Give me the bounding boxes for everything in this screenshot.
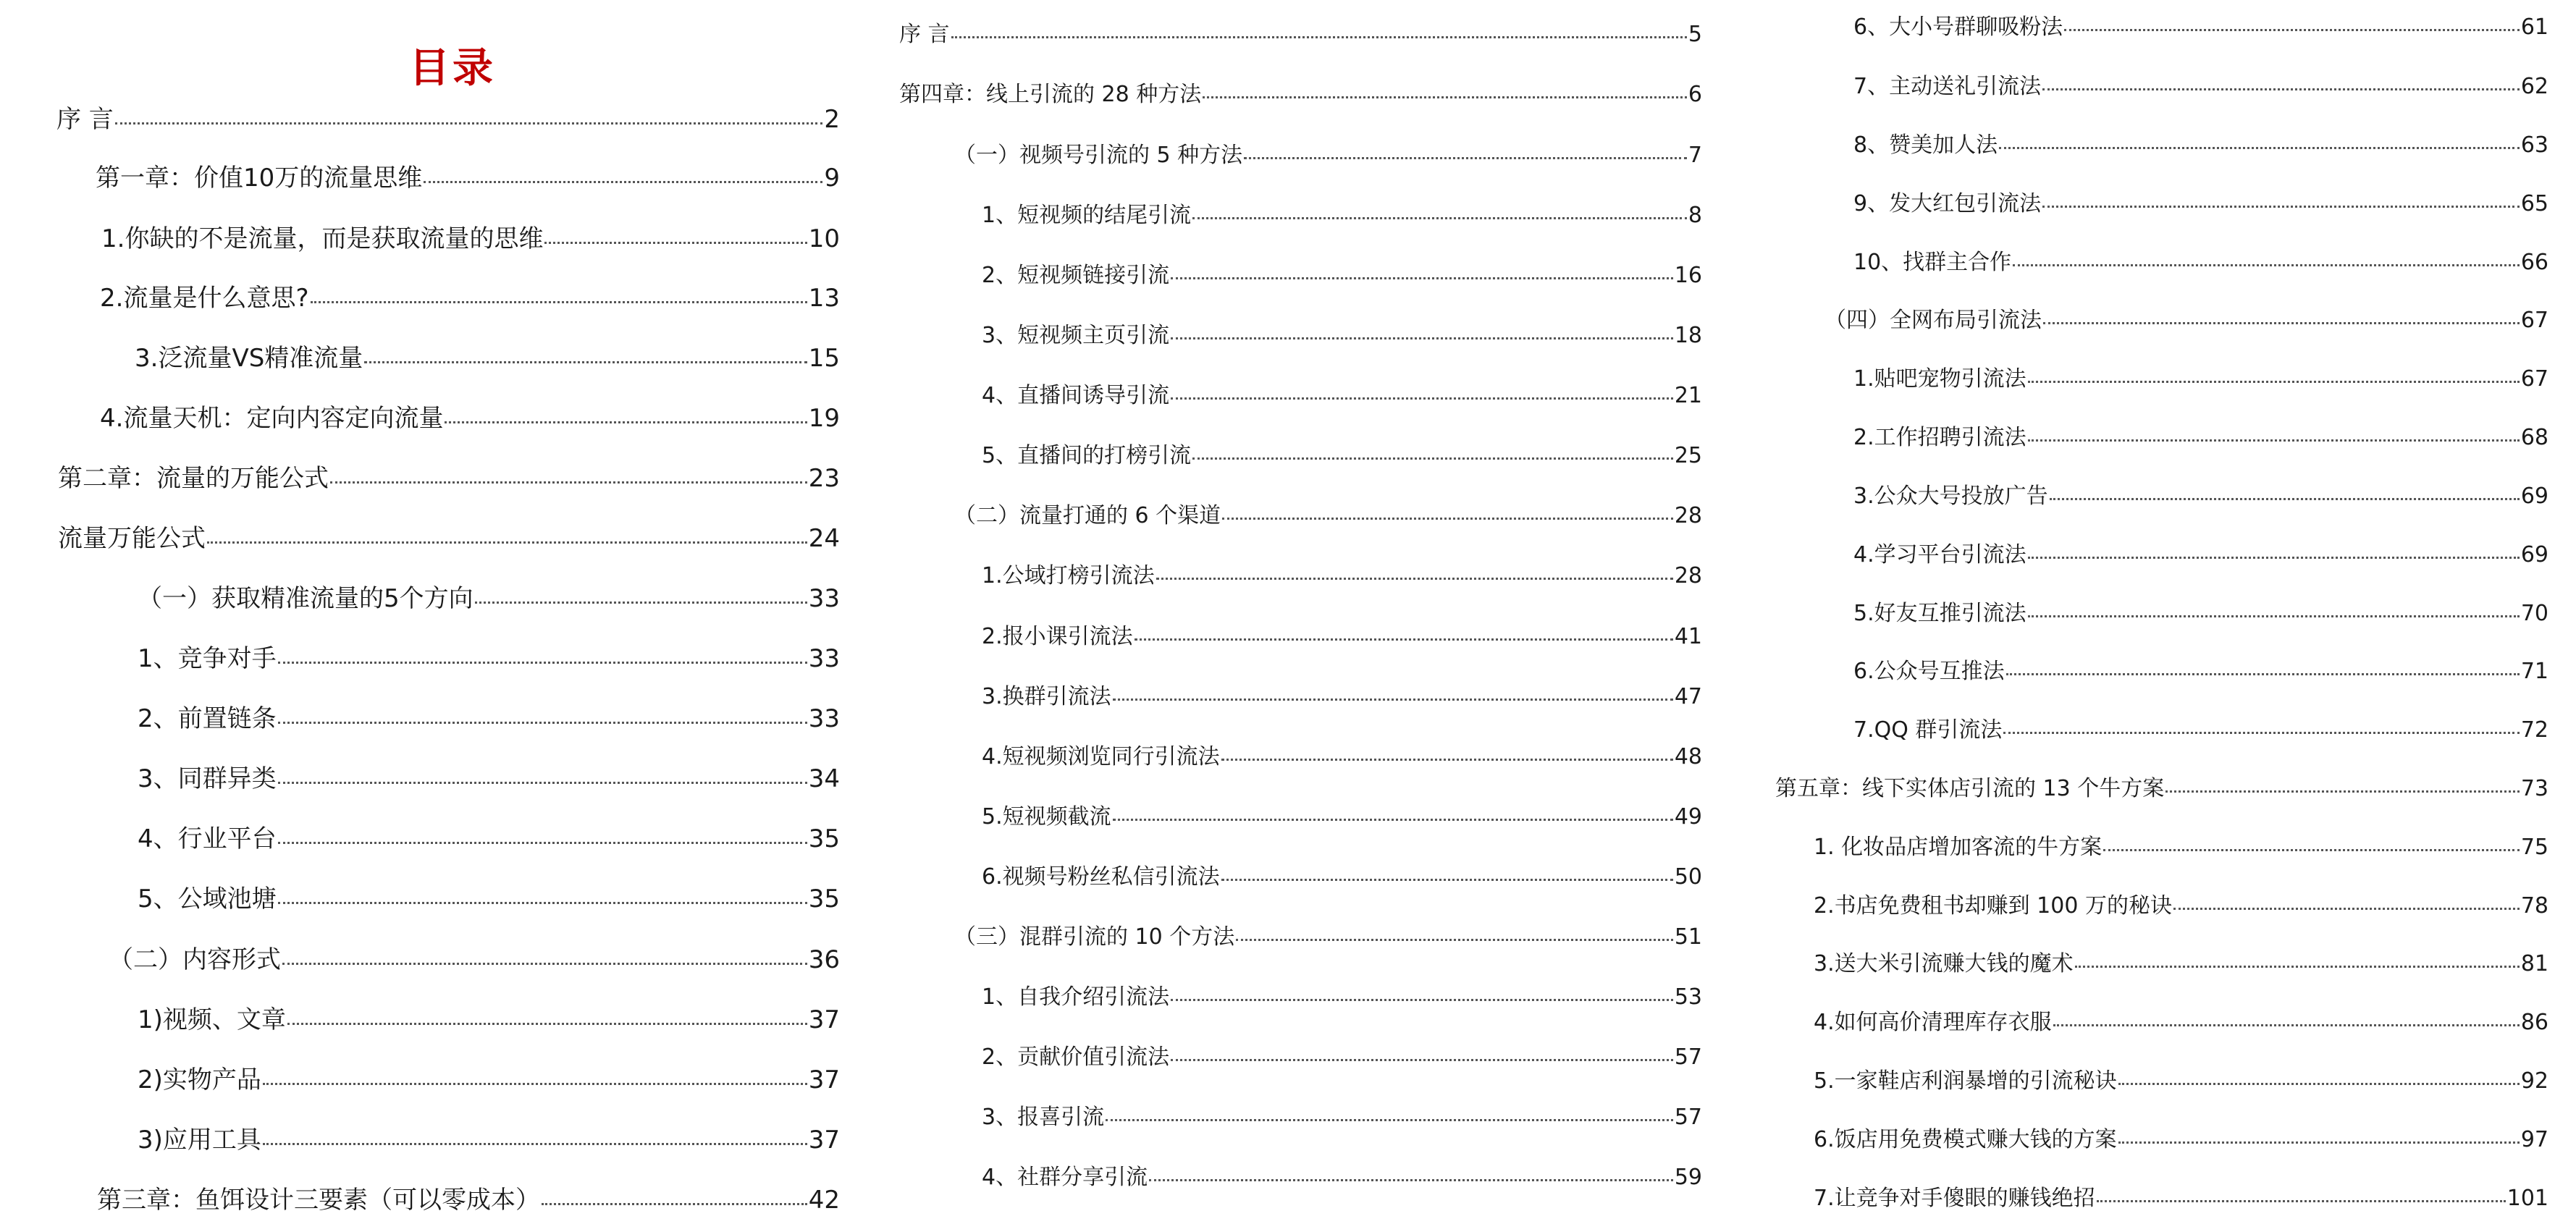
toc-entry-label: 7、主动送礼引流法 [1853, 74, 2042, 99]
toc-entry-label: 4、社群分享引流 [982, 1165, 1148, 1190]
toc-entry-label: 序 言 [899, 22, 950, 47]
toc-entry-page-number: 36 [808, 945, 840, 974]
toc-dot-leader [263, 1143, 807, 1145]
toc-entry-label: 4.流量天机：定向内容定向流量 [100, 404, 444, 433]
toc-entry-label: 4.如何高价清理库存衣服 [1814, 1010, 2052, 1035]
toc-page-2 [869, 0, 1723, 1224]
toc-dot-leader [1171, 337, 1673, 339]
toc-entry-page-number: 51 [1674, 924, 1702, 950]
toc-entry [109, 947, 840, 972]
toc-entry-label: 第四章：线上引流的 28 种方法 [899, 82, 1202, 107]
toc-entry [982, 205, 1702, 227]
toc-entry [899, 84, 1702, 106]
toc-entry-label: 3)应用工具 [138, 1126, 261, 1155]
toc-entry-label: 6.饭店用免费模式赚大钱的方案 [1814, 1127, 2117, 1152]
toc-entry-page-number: 57 [1674, 1105, 1702, 1130]
toc-dot-leader [1999, 147, 2520, 149]
toc-entry-label: 第三章：鱼饵设计三要素（可以零成本） [97, 1186, 540, 1215]
toc-dot-leader [1221, 879, 1673, 881]
toc-entry [982, 626, 1702, 648]
toc-dot-leader [287, 1023, 807, 1025]
toc-entry [954, 145, 1702, 166]
toc-entry-page-number: 86 [2520, 1010, 2548, 1035]
toc-entry-page-number: 78 [2520, 893, 2548, 919]
toc-entry-page-number: 23 [808, 464, 840, 493]
toc-entry-page-number: 49 [1674, 804, 1702, 830]
toc-entry-label: 5.好友互推引流法 [1853, 601, 2026, 626]
toc-dot-leader [263, 1083, 807, 1085]
toc-entry [138, 1005, 840, 1034]
toc-entry-page-number: 92 [2520, 1068, 2548, 1094]
toc-entry [138, 764, 840, 793]
toc-dot-leader [278, 782, 807, 784]
toc-entry-label: 1.贴吧宠物引流法 [1853, 366, 2026, 392]
toc-dot-leader [282, 963, 807, 965]
toc-entry-page-number: 70 [2520, 601, 2548, 626]
toc-dot-leader [2013, 264, 2520, 266]
toc-entry-page-number: 18 [1674, 323, 1702, 348]
toc-dot-leader [2075, 966, 2520, 968]
toc-dot-leader [2173, 908, 2520, 910]
toc-entry-page-number: 33 [808, 704, 840, 733]
toc-entry-page-number: 48 [1674, 744, 1702, 769]
toc-entry-label: 3.送大米引流赚大钱的魔术 [1814, 951, 2074, 976]
toc-entry [138, 586, 840, 611]
toc-entry-page-number: 72 [2520, 717, 2548, 743]
toc-entry-label: 3.换群引流法 [982, 684, 1111, 709]
toc-entry-label: 4、行业平台 [138, 824, 277, 853]
toc-entry-label: （一）获取精准流量的5个方向 [138, 584, 473, 613]
toc-entry-page-number: 65 [2520, 191, 2548, 216]
toc-entry-label: 2、贡献价值引流法 [982, 1044, 1170, 1070]
toc-entry [138, 824, 840, 853]
toc-entry-page-number: 21 [1674, 383, 1702, 408]
toc-entry-label: 2.流量是什么意思? [100, 284, 309, 313]
toc-page-1 [0, 0, 869, 1224]
toc-dot-leader [1149, 1179, 1673, 1181]
toc-entry-page-number: 37 [808, 1065, 840, 1094]
toc-dot-leader [1192, 217, 1687, 219]
toc-entry-label: 2、前置链条 [138, 704, 277, 733]
toc-entry [1814, 1188, 2548, 1210]
toc-entry [1814, 1012, 2548, 1034]
toc-entry-page-number: 9 [824, 164, 840, 193]
toc-entry [100, 286, 840, 311]
toc-entry-page-number: 68 [2520, 425, 2548, 450]
toc-dot-leader [207, 541, 807, 544]
toc-dot-leader [2028, 381, 2520, 383]
toc-entry-label: 5.短视频截流 [982, 804, 1111, 830]
toc-entry-page-number: 81 [2520, 951, 2548, 976]
toc-entry-page-number: 61 [2520, 14, 2548, 40]
toc-dot-leader [1156, 578, 1673, 580]
toc-entry [138, 1126, 840, 1155]
toc-entry [138, 1065, 840, 1094]
toc-entry-label: 4、直播间诱导引流 [982, 383, 1170, 408]
toc-entry-page-number: 19 [808, 404, 840, 433]
toc-entry-label: 2.报小课引流法 [982, 624, 1133, 649]
toc-entry [1814, 1129, 2548, 1151]
toc-dot-leader [115, 122, 823, 124]
toc-entry [982, 445, 1702, 467]
toc-entry [58, 466, 840, 491]
toc-entry [982, 1167, 1702, 1189]
toc-dot-leader [1192, 457, 1673, 460]
toc-entry [1853, 14, 2548, 40]
toc-entry-page-number: 101 [2506, 1186, 2548, 1211]
toc-entry [1814, 895, 2548, 917]
toc-entry-label: 5、公域池塘 [138, 885, 277, 913]
toc-dot-leader [1113, 698, 1673, 701]
toc-entry-label: 3、报喜引流 [982, 1105, 1105, 1130]
toc-dot-leader [2118, 1141, 2520, 1144]
toc-entry [982, 686, 1702, 708]
toc-dot-leader [542, 1203, 807, 1205]
toc-dot-leader [2165, 790, 2520, 793]
toc-entry-page-number: 73 [2520, 776, 2548, 801]
toc-page-3 [1730, 0, 2576, 1224]
toc-dot-leader [278, 842, 807, 844]
toc-entry [1853, 76, 2548, 98]
toc-entry-label: 4.短视频浏览同行引流法 [982, 744, 1220, 769]
toc-entry [982, 325, 1702, 347]
toc-entry [982, 984, 1702, 1010]
toc-dot-leader [1221, 759, 1673, 761]
toc-dot-leader [1171, 277, 1673, 279]
toc-entry-label: 9、发大红包引流法 [1853, 191, 2042, 216]
toc-entry-label: （二）内容形式 [109, 945, 281, 974]
toc-entry [1824, 310, 2548, 332]
toc-entry [135, 346, 840, 371]
toc-dot-leader [2118, 1083, 2520, 1085]
toc-entry-page-number: 34 [808, 764, 840, 793]
toc-dot-leader [2050, 498, 2520, 500]
toc-entry-label: 1.你缺的不是流量，而是获取流量的思维 [101, 224, 544, 253]
toc-entry [58, 526, 840, 551]
toc-entry-label: 第五章：线下实体店引流的 13 个牛方案 [1775, 776, 2165, 801]
toc-entry-label: 2)实物产品 [138, 1065, 261, 1094]
toc-entry [1853, 544, 2548, 566]
toc-dot-leader [1222, 518, 1673, 520]
toc-entry [954, 505, 1702, 527]
toc-entry-page-number: 62 [2520, 74, 2548, 99]
toc-entry-label: 2.工作招聘引流法 [1853, 425, 2026, 450]
toc-entry-label: 3.公众大号投放广告 [1853, 484, 2048, 509]
toc-entry-page-number: 67 [2520, 308, 2548, 333]
toc-entry [982, 385, 1702, 407]
toc-dot-leader [2006, 673, 2520, 675]
toc-dot-leader [2042, 206, 2520, 208]
toc-entry-page-number: 25 [1674, 443, 1702, 468]
toc-entry-label: 6、大小号群聊吸粉法 [1853, 14, 2063, 40]
toc-entry-label: 3.泛流量VS精准流量 [135, 344, 363, 373]
toc-entry-label: 第二章：流量的万能公式 [58, 464, 329, 493]
toc-entry-page-number: 24 [808, 524, 840, 553]
toc-entry [1814, 953, 2548, 975]
toc-dot-leader [1106, 1119, 1673, 1121]
toc-entry-label: 6.视频号粉丝私信引流法 [982, 864, 1220, 890]
toc-dot-leader [1171, 397, 1673, 400]
toc-entry [1853, 719, 2548, 741]
toc-entry [982, 806, 1702, 828]
toc-entry [982, 866, 1702, 888]
toc-entry [97, 1186, 840, 1215]
toc-entry-label: 5.一家鞋店利润暴增的引流秘诀 [1814, 1068, 2117, 1094]
toc-entry-label: 8、赞美加人法 [1853, 132, 1998, 158]
toc-dot-leader [475, 602, 807, 604]
toc-entry-label: 3、同群异类 [138, 764, 277, 793]
toc-entry [1853, 132, 2548, 158]
toc-entry [138, 887, 840, 911]
toc-entry-page-number: 37 [808, 1005, 840, 1034]
toc-entry [982, 1044, 1702, 1070]
toc-entry-page-number: 66 [2520, 250, 2548, 275]
toc-entry [1853, 193, 2548, 215]
toc-dot-leader [2028, 557, 2520, 559]
toc-dot-leader [1171, 1059, 1673, 1061]
toc-entry-page-number: 47 [1674, 684, 1702, 709]
toc-dot-leader [2003, 732, 2519, 734]
toc-entry-label: 1、竞争对手 [138, 644, 277, 673]
toc-entry-label: 1、短视频的结尾引流 [982, 203, 1192, 228]
toc-dot-leader [2043, 322, 2520, 324]
toc-entry-page-number: 28 [1674, 503, 1702, 528]
toc-dot-leader [1135, 638, 1673, 641]
toc-entry [1853, 252, 2548, 274]
toc-entry [982, 746, 1702, 768]
toc-entry-page-number: 33 [808, 584, 840, 613]
toc-entry [1853, 427, 2548, 449]
toc-entry-label: 第一章：价值10万的流量思维 [96, 164, 423, 193]
toc-entry-page-number: 50 [1674, 864, 1702, 890]
toc-entry-page-number: 59 [1674, 1165, 1702, 1190]
toc-dot-leader [278, 662, 807, 664]
toc-entry-page-number: 2 [824, 105, 840, 134]
toc-entry-page-number: 75 [2520, 835, 2548, 860]
toc-entry-page-number: 15 [808, 344, 840, 373]
toc-entry-page-number: 35 [808, 885, 840, 913]
toc-dot-leader [278, 722, 807, 724]
toc-entry [954, 924, 1702, 950]
toc-entry-page-number: 71 [2520, 659, 2548, 684]
toc-entry-page-number: 6 [1688, 82, 1702, 107]
toc-entry [100, 406, 840, 431]
toc-entry [101, 224, 840, 253]
toc-entry [1814, 1068, 2548, 1094]
toc-entry-page-number: 67 [2520, 366, 2548, 392]
toc-dot-leader [1113, 819, 1673, 821]
toc-entry [1853, 661, 2548, 683]
toc-dot-leader [1171, 999, 1673, 1001]
toc-entry-page-number: 63 [2520, 132, 2548, 158]
toc-entry-label: （三）混群引流的 10 个方法 [954, 924, 1235, 950]
toc-entry-page-number: 8 [1688, 203, 1702, 228]
toc-entry-label: （二）流量打通的 6 个渠道 [954, 503, 1221, 528]
toc-dot-leader [364, 361, 807, 363]
toc-dot-leader [2097, 1200, 2506, 1202]
toc-entry [1775, 778, 2548, 800]
toc-entry-page-number: 28 [1674, 563, 1702, 588]
toc-dot-leader [2064, 29, 2520, 31]
toc-entry-label: 3、短视频主页引流 [982, 323, 1170, 348]
toc-entry-label: 7.QQ 群引流法 [1853, 717, 2003, 743]
toc-entry [138, 646, 840, 671]
toc-entry [56, 107, 840, 132]
toc-dot-leader [2042, 88, 2520, 90]
toc-entry-page-number: 35 [808, 824, 840, 853]
toc-entry-page-number: 53 [1674, 984, 1702, 1010]
toc-entry-page-number: 7 [1688, 143, 1702, 168]
toc-dot-leader [951, 36, 1687, 38]
toc-entry-label: 2.书店免费租书却赚到 100 万的秘诀 [1814, 893, 2172, 919]
toc-entry-page-number: 97 [2520, 1127, 2548, 1152]
toc-entry-page-number: 69 [2520, 542, 2548, 567]
toc-entry-page-number: 13 [808, 284, 840, 313]
toc-dot-leader [1203, 96, 1687, 98]
toc-entry-label: 2、短视频链接引流 [982, 263, 1170, 288]
toc-dot-leader [2028, 439, 2520, 442]
toc-dot-leader [278, 902, 807, 904]
toc-entry-page-number: 42 [808, 1186, 840, 1215]
toc-entry-label: 1.公域打榜引流法 [982, 563, 1155, 588]
toc-dot-leader [2103, 849, 2520, 851]
toc-entry-label: 4.学习平台引流法 [1853, 542, 2026, 567]
toc-entry [899, 24, 1702, 46]
toc-entry-label: 序 言 [56, 105, 114, 134]
toc-dot-leader [2028, 615, 2520, 617]
toc-dot-leader [445, 421, 807, 423]
toc-dot-leader [2053, 1024, 2520, 1026]
toc-entry [138, 706, 840, 731]
toc-entry-label: 1. 化妆品店增加客流的牛方案 [1814, 835, 2103, 860]
toc-entry-label: 6.公众号互推法 [1853, 659, 2005, 684]
toc-entry-page-number: 16 [1674, 263, 1702, 288]
toc-dot-leader [1236, 939, 1673, 941]
toc-entry-label: （一）视频号引流的 5 种方法 [954, 143, 1243, 168]
toc-dot-leader [330, 481, 807, 484]
toc-entry [1853, 603, 2548, 625]
toc-entry-label: 5、直播间的打榜引流 [982, 443, 1192, 468]
toc-entry [1853, 368, 2548, 390]
toc-entry [982, 265, 1702, 287]
toc-entry-page-number: 33 [808, 644, 840, 673]
toc-entry [1814, 837, 2548, 858]
toc-entry-page-number: 41 [1674, 624, 1702, 649]
toc-entry-page-number: 57 [1674, 1044, 1702, 1070]
toc-entry-label: 10、找群主合作 [1853, 250, 2012, 275]
toc-dot-leader [544, 242, 807, 244]
toc-entry-page-number: 37 [808, 1126, 840, 1155]
toc-dot-leader [1244, 157, 1687, 159]
toc-dot-leader [424, 181, 822, 183]
toc-entry-label: 流量万能公式 [58, 524, 206, 553]
toc-entry-page-number: 5 [1688, 22, 1702, 47]
toc-entry [982, 1107, 1702, 1128]
toc-entry-label: 1、自我介绍引流法 [982, 984, 1170, 1010]
toc-entry [1853, 486, 2548, 507]
page-title: 目录 [409, 44, 496, 92]
toc-entry-label: 1)视频、文章 [138, 1005, 286, 1034]
toc-entry-label: （四）全网布局引流法 [1824, 308, 2042, 333]
toc-entry-page-number: 69 [2520, 484, 2548, 509]
toc-entry [982, 565, 1702, 587]
toc-entry [96, 164, 840, 193]
toc-entry-page-number: 10 [808, 224, 840, 253]
toc-dot-leader [311, 301, 807, 303]
toc-entry-label: 7.让竞争对手傻眼的赚钱绝招 [1814, 1186, 2095, 1211]
